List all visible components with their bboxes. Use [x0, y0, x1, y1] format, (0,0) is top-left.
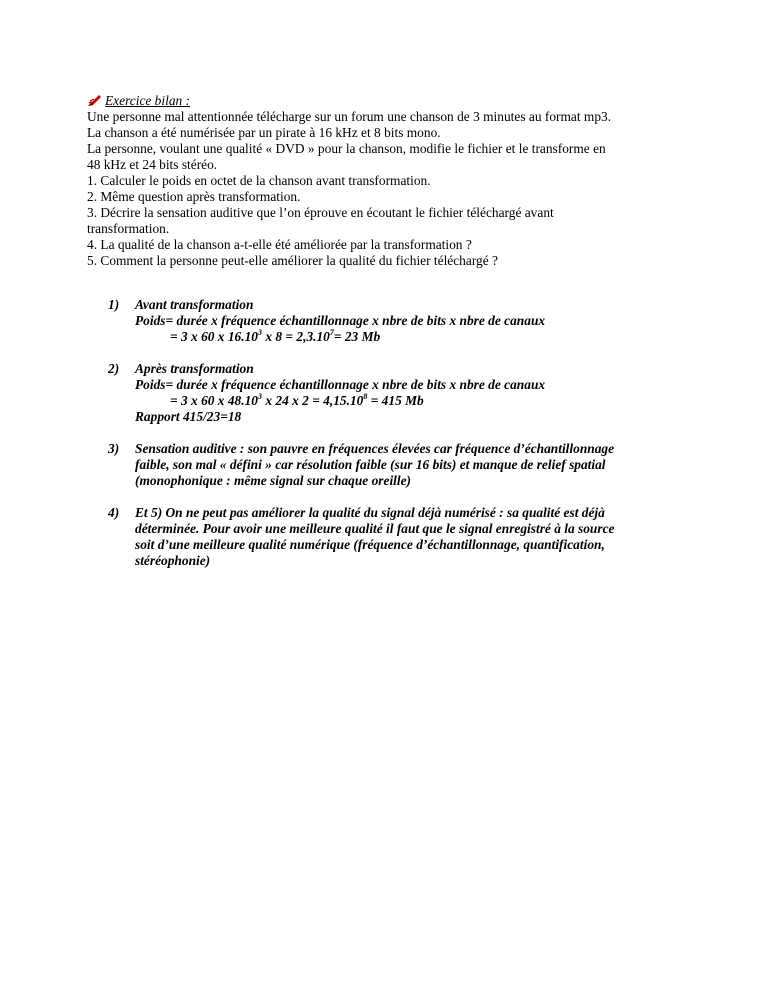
answer-line: soit d’une meilleure qualité numérique (fréquence d’échantillonnage, quantification, — [135, 537, 605, 552]
statement-line: Une personne mal attentionnée télécharge sur un forum une chanson de 3 minutes au format mp3. — [87, 109, 612, 124]
answer-number: 3) — [108, 441, 120, 456]
question-3: 3. Décrire la sensation auditive que l’on éprouve en écoutant le fichier téléchargé avant — [87, 205, 554, 220]
answer-number: 4) — [108, 505, 120, 520]
statement-line: 48 kHz et 24 bits stéréo. — [87, 157, 218, 172]
answer-2 — [108, 361, 718, 425]
question-4: 4. La qualité de la chanson a-t-elle été améliorée par la transformation ? — [87, 237, 472, 252]
answer-line: déterminée. Pour avoir une meilleure qualité il faut que le signal enregistré à la source — [135, 521, 615, 536]
answer-number: 2) — [108, 361, 120, 376]
answer-line: Et 5) On ne peut pas améliorer la qualité du signal déjà numérisé : sa qualité est déjà — [135, 505, 605, 520]
answer-1 — [108, 297, 718, 345]
exercise-title: Exercice bilan : — [105, 93, 191, 108]
answer-formula: Poids= durée x fréquence échantillonnage x nbre de bits x nbre de canaux — [135, 377, 546, 392]
exercise-statement — [87, 92, 727, 269]
answer-formula: Poids= durée x fréquence échantillonnage x nbre de bits x nbre de canaux — [135, 313, 546, 328]
answer-ratio: Rapport 415/23=18 — [135, 409, 242, 424]
answer-heading: Avant transformation — [135, 297, 254, 312]
exercise-title-line — [87, 92, 727, 109]
question-1: 1. Calculer le poids en octet de la chanson avant transformation. — [87, 173, 431, 188]
answer-line: Sensation auditive : son pauvre en fréquences élevées car fréquence d’échantillonnage — [135, 441, 615, 456]
answer-calculation: = 3 x 60 x 48.10$^3$ x 24 x $2 = 4,15.10^8 = 415$ Mb — [170, 391, 424, 408]
answer-line: stéréophonie) — [135, 553, 211, 568]
writing-hand-icon — [87, 94, 102, 107]
answer-4-5 — [108, 505, 718, 569]
question-2: 2. Même question après transformation. — [87, 189, 301, 204]
answer-line: (monophonique : même signal sur chaque oreille) — [135, 473, 412, 488]
answer-calculation: = 3 x 60 x 16.10$^3$ x $8 = 2,3.10^7= 23$ Mb — [170, 327, 381, 344]
answer-3 — [108, 441, 718, 489]
statement-line: La chanson a été numérisée par un pirate à 16 kHz et 8 bits mono. — [87, 125, 441, 140]
answer-line: faible, son mal « défini » car résolution faible (sur 16 bits) et manque de relief spatial — [135, 457, 606, 472]
statement-line: La personne, voulant une qualité « DVD » pour la chanson, modifie le fichier et le transforme en — [87, 141, 606, 156]
question-3-cont: transformation. — [87, 221, 170, 236]
answer-number: 1) — [108, 297, 120, 312]
answer-heading: Après transformation — [135, 361, 254, 376]
question-5: 5. Comment la personne peut-elle améliorer la qualité du fichier téléchargé ? — [87, 253, 498, 268]
answers-section — [108, 297, 718, 585]
